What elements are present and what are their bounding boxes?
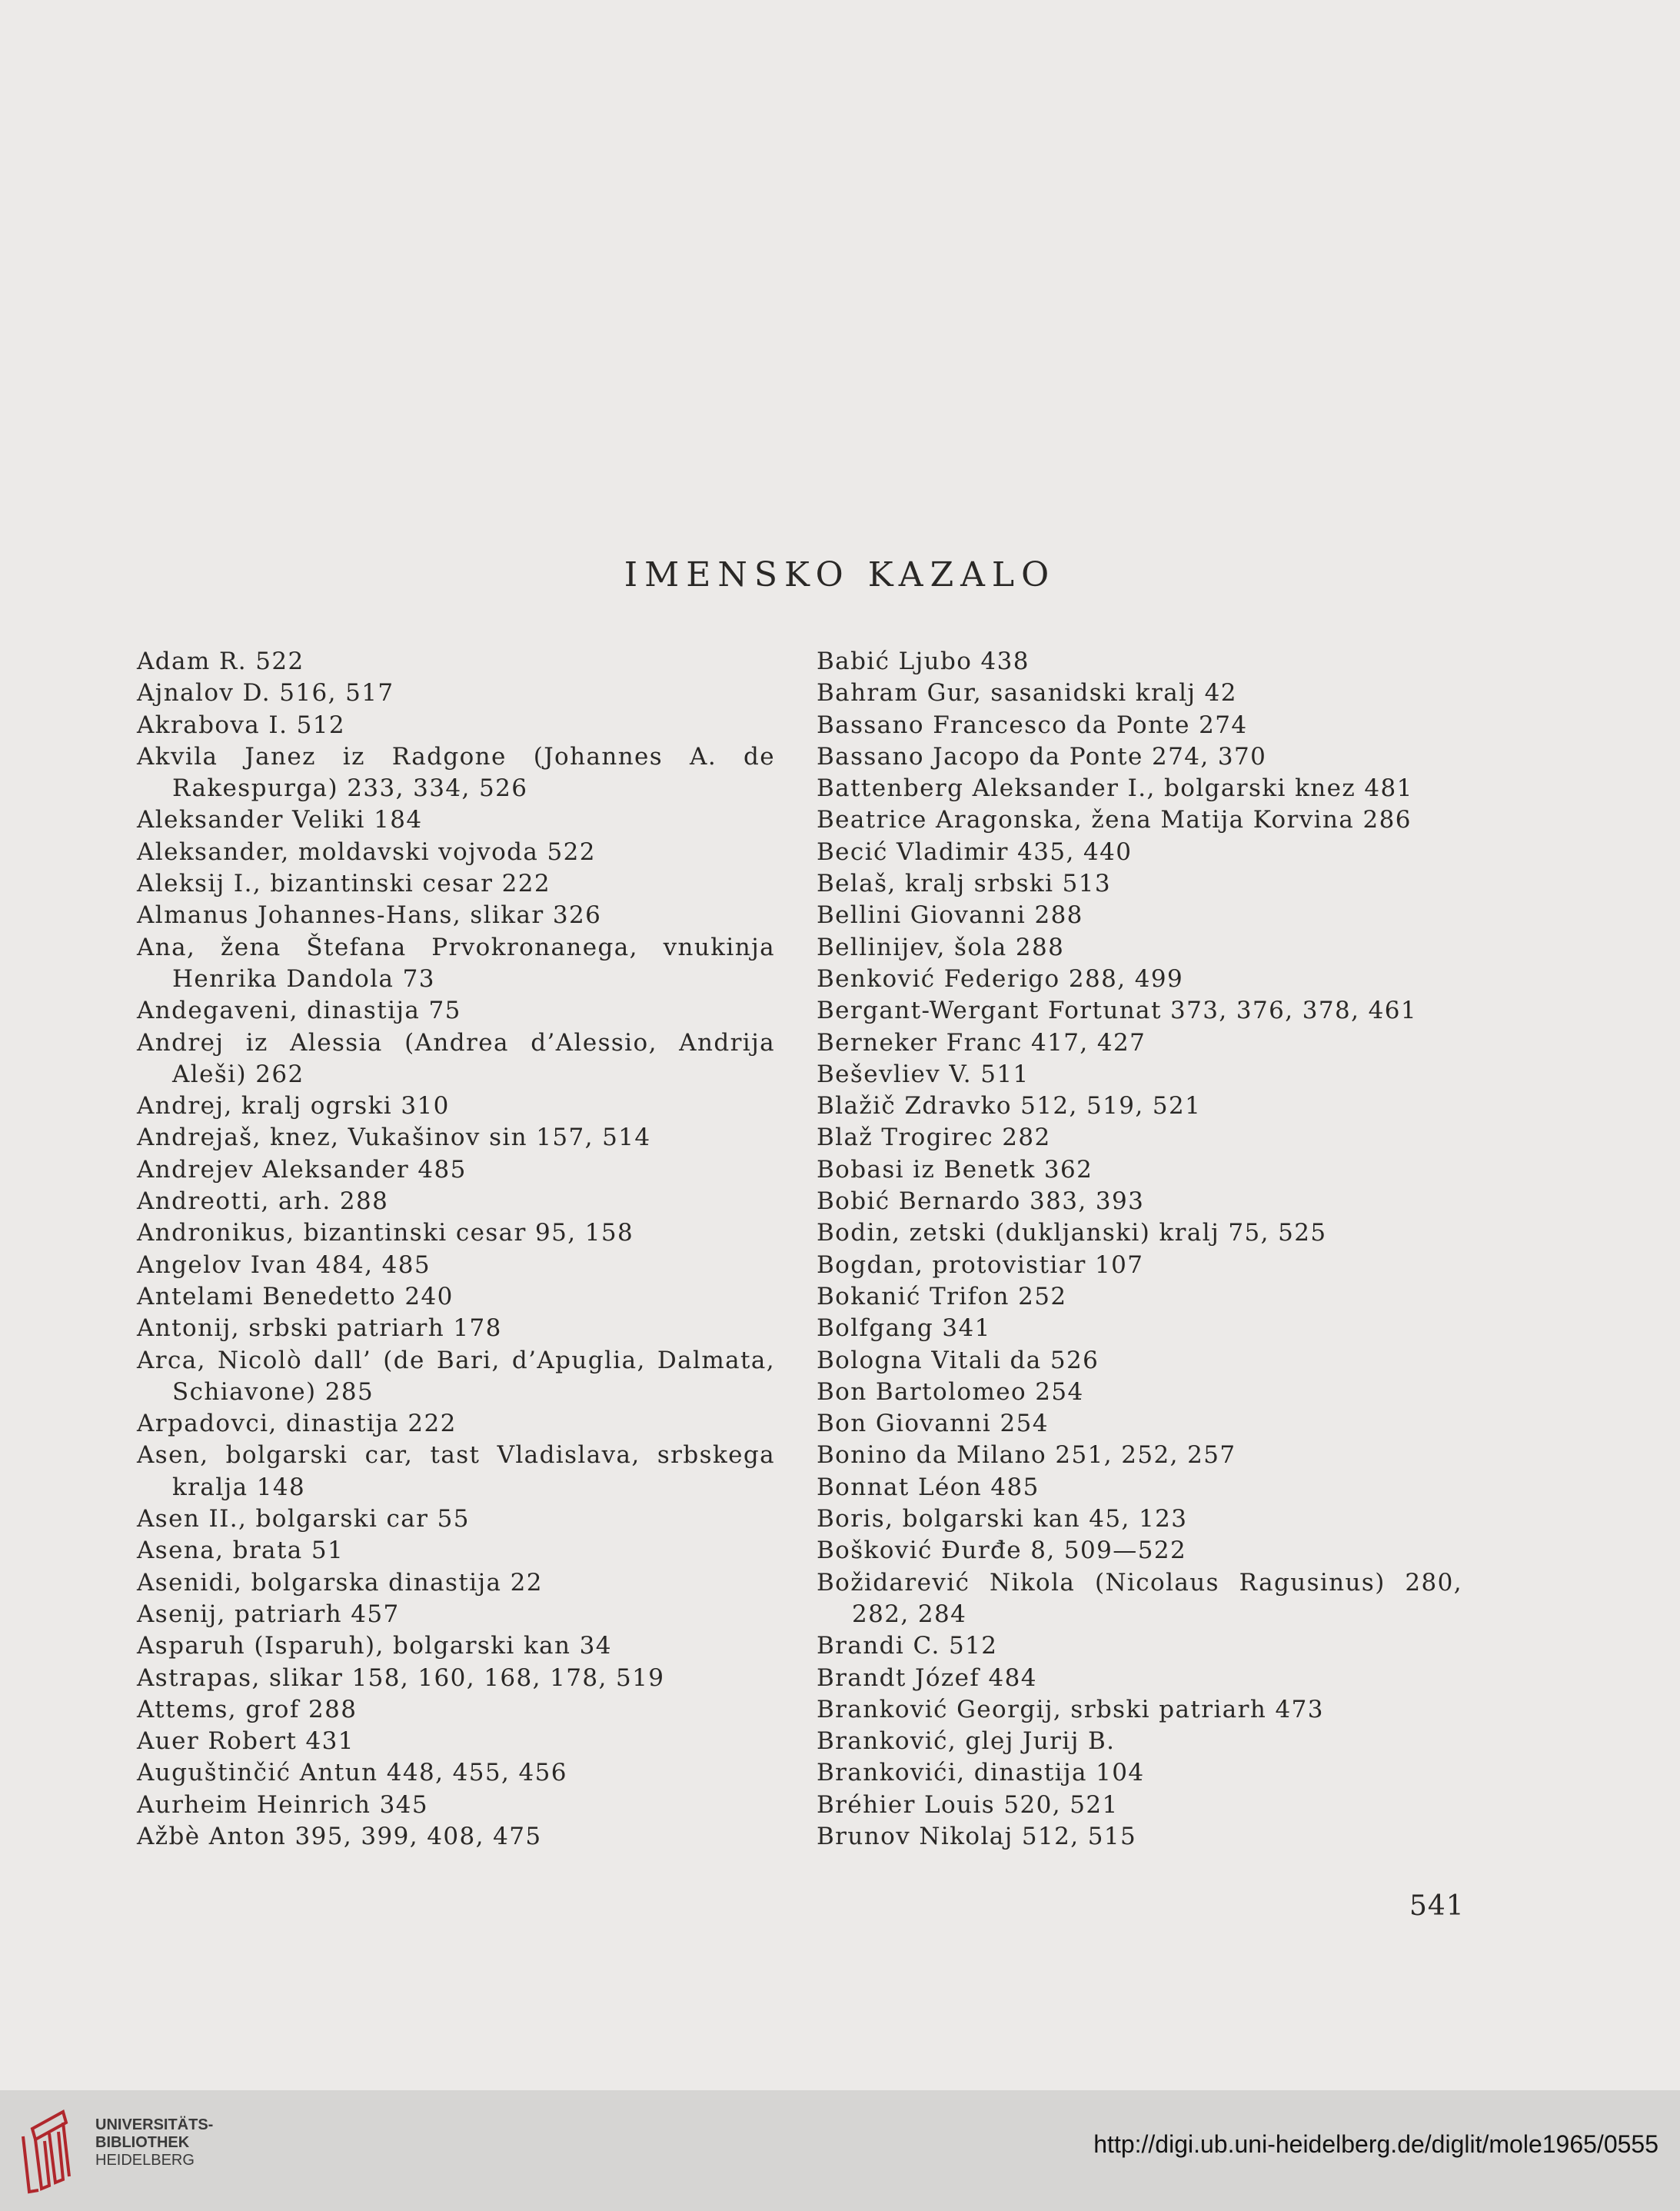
index-entry: Bon Bartolomeo 254 bbox=[817, 1377, 1084, 1406]
index-entry: Bon Giovanni 254 bbox=[817, 1410, 1049, 1438]
index-entry: Bassano Francesco da Ponte 274 bbox=[817, 711, 1248, 739]
index-entry: Attems, grof 288 bbox=[137, 1695, 358, 1723]
page-title: IMENSKO KAZALO bbox=[624, 555, 1056, 594]
index-entry: Beatrice Aragonska, žena Matija Korvina 286 bbox=[817, 806, 1412, 834]
index-entry: Akvila Janez iz Radgone (Johannes A. de Rakespurga) 233, 334, 526 bbox=[137, 742, 775, 803]
index-entry: Arpadovci, dinastija 222 bbox=[137, 1410, 457, 1438]
index-entry: Andreotti, arh. 288 bbox=[137, 1187, 389, 1216]
index-entry: Brankovići, dinastija 104 bbox=[817, 1759, 1145, 1787]
index-entry: Bobić Bernardo 383, 393 bbox=[817, 1187, 1145, 1216]
index-entry: Asen, bolgarski car, tast Vladislava, srbskega kralja 148 bbox=[137, 1441, 775, 1501]
index-entry: Auer Robert 431 bbox=[137, 1727, 354, 1756]
index-entry: Asenidi, bolgarska dinastija 22 bbox=[137, 1568, 543, 1597]
index-entry: Angelov Ivan 484, 485 bbox=[137, 1250, 431, 1279]
index-entry: Brandt Józef 484 bbox=[817, 1663, 1037, 1692]
index-entry: Belaš, kralj srbski 513 bbox=[817, 870, 1112, 898]
logo-line: BIBLIOTHEK bbox=[95, 2134, 190, 2151]
index-entry: Asenij, patriarh 457 bbox=[137, 1600, 400, 1628]
index-column-right bbox=[817, 646, 1462, 1853]
index-entry: Bodin, zetski (dukljanski) kralj 75, 525 bbox=[817, 1219, 1327, 1247]
index-entry: Benković Federigo 288, 499 bbox=[817, 964, 1184, 993]
index-entry: Antonij, srbski patriarh 178 bbox=[137, 1314, 502, 1343]
index-entry: Antelami Benedetto 240 bbox=[137, 1282, 454, 1310]
index-entry: Aurheim Heinrich 345 bbox=[137, 1790, 428, 1819]
index-entry: Andrej, kralj ogrski 310 bbox=[137, 1092, 450, 1120]
index-entry: Bréhier Louis 520, 521 bbox=[817, 1790, 1119, 1819]
logo-line: UNIVERSITÄTS- bbox=[95, 2116, 214, 2133]
index-entry: Asena, brata 51 bbox=[137, 1537, 344, 1565]
index-entry: Bošković Đurđe 8, 509—522 bbox=[817, 1537, 1187, 1565]
index-entry: Bonino da Milano 251, 252, 257 bbox=[817, 1441, 1236, 1470]
index-entry: Andrejaš, knez, Vukašinov sin 157, 514 bbox=[137, 1124, 651, 1152]
index-entry: Adam R. 522 bbox=[137, 648, 304, 675]
library-logo-text bbox=[95, 2116, 213, 2169]
index-entry: Bokanić Trifon 252 bbox=[817, 1282, 1067, 1310]
index-entry: Boris, bolgarski kan 45, 123 bbox=[817, 1505, 1188, 1533]
index-entry: Aleksander Veliki 184 bbox=[137, 806, 423, 834]
index-entry: Bonnat Léon 485 bbox=[817, 1473, 1040, 1501]
index-entry: Andrejev Aleksander 485 bbox=[137, 1155, 467, 1184]
source-url[interactable]: http://digi.ub.uni-heidelberg.de/diglit/mole1965/0555 bbox=[1093, 2130, 1658, 2158]
index-entry: Andronikus, bizantinski cesar 95, 158 bbox=[137, 1219, 634, 1247]
index-entry: Branković Georgij, srbski patriarh 473 bbox=[817, 1695, 1324, 1723]
index-entry: Brunov Nikolaj 512, 515 bbox=[817, 1822, 1137, 1850]
index-entry: Bahram Gur, sasanidski kralj 42 bbox=[817, 679, 1237, 708]
index-entry: Bergant-Wergant Fortunat 373, 376, 378, 461 bbox=[817, 997, 1418, 1025]
index-entry: Arca, Nicolò dall’ (de Bari, d’Apuglia, Dalmata, Schiavone) 285 bbox=[137, 1346, 775, 1406]
index-entry: Ajnalov D. 516, 517 bbox=[137, 679, 394, 708]
index-entry: Auguštinčić Antun 448, 455, 456 bbox=[137, 1759, 567, 1787]
page-number: 541 bbox=[1409, 1890, 1465, 1922]
index-entry: Battenberg Aleksander I., bolgarski knez 481 bbox=[817, 774, 1413, 803]
index-entry: Bologna Vitali da 526 bbox=[817, 1346, 1099, 1374]
logo-line: HEIDELBERG bbox=[95, 2152, 195, 2169]
index-entry: Ažbè Anton 395, 399, 408, 475 bbox=[137, 1822, 542, 1850]
index-column-left bbox=[137, 646, 775, 1853]
index-entry: Akrabova I. 512 bbox=[137, 711, 345, 739]
index-entry: Andrej iz Alessia (Andrea d’Alessio, Andrija Aleši) 262 bbox=[137, 1028, 775, 1088]
index-entry: Ana, žena Štefana Prvokronanega, vnukinja Henrika Dandola 73 bbox=[137, 933, 775, 993]
index-entry: Astrapas, slikar 158, 160, 168, 178, 519 bbox=[137, 1663, 665, 1692]
index-entry: Blažič Zdravko 512, 519, 521 bbox=[817, 1092, 1202, 1120]
library-logo-icon bbox=[18, 2106, 88, 2196]
index-entry: Aleksander, moldavski vojvoda 522 bbox=[137, 837, 596, 866]
index-entry: Becić Vladimir 435, 440 bbox=[817, 837, 1133, 866]
index-entry: Almanus Johannes-Hans, slikar 326 bbox=[137, 901, 602, 930]
index-entry: Bassano Jacopo da Ponte 274, 370 bbox=[817, 742, 1267, 771]
index-entry: Bolfgang 341 bbox=[817, 1314, 991, 1343]
index-entry: Asparuh (Isparuh), bolgarski kan 34 bbox=[137, 1632, 612, 1660]
index-entry: Asen II., bolgarski car 55 bbox=[137, 1505, 470, 1533]
index-entry: Bellinijev, šola 288 bbox=[817, 933, 1065, 961]
index-entry: Bogdan, protovistiar 107 bbox=[817, 1250, 1144, 1279]
index-entry: Berneker Franc 417, 427 bbox=[817, 1028, 1146, 1057]
index-entry: Bobasi iz Benetk 362 bbox=[817, 1155, 1093, 1184]
index-entry: Branković, glej Jurij B. bbox=[817, 1727, 1116, 1756]
index-entry: Aleksij I., bizantinski cesar 222 bbox=[137, 870, 551, 898]
index-entry: Beševliev V. 511 bbox=[817, 1060, 1030, 1088]
index-entry: Blaž Trogirec 282 bbox=[817, 1124, 1051, 1152]
index-entry: Brandi C. 512 bbox=[817, 1632, 998, 1660]
index-entry: Babić Ljubo 438 bbox=[817, 648, 1030, 675]
index-entry: Andegaveni, dinastija 75 bbox=[137, 997, 461, 1025]
index-entry: Bellini Giovanni 288 bbox=[817, 901, 1083, 930]
index-entry: Božidarević Nikola (Nicolaus Ragusinus) 280, 282, 284 bbox=[817, 1568, 1462, 1628]
